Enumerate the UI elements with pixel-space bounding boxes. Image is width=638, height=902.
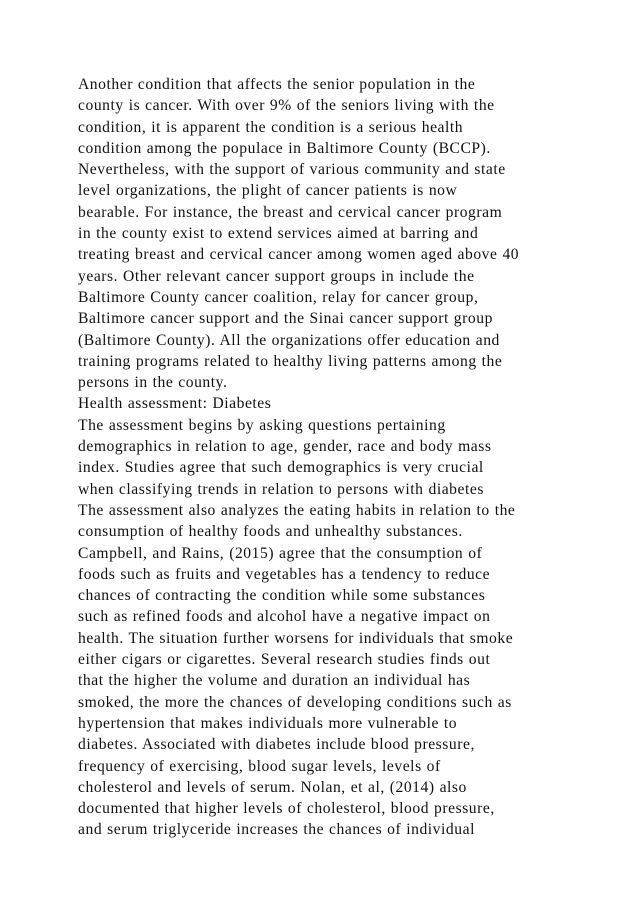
text-line: foods such as fruits and vegetables has a tendency to reduce [78,565,491,583]
text-line: chances of contracting the condition while some substances [78,587,486,605]
section-heading: Health assessment: Diabetes [78,395,272,413]
text-line: demographics in relation to age, gender, race and body mass [78,438,492,456]
text-line: The assessment also analyzes the eating habits in relation to the [78,501,516,519]
text-line: diabetes. Associated with diabetes include blood pressure, [78,736,475,754]
text-line: consumption of healthy foods and unhealthy substances. [78,523,463,541]
text-line: Nevertheless, with the support of various community and state [78,161,506,179]
text-line: condition among the populace in Baltimore County (BCCP). [78,139,491,157]
text-line: health. The situation further worsens for individuals that smoke [78,629,514,647]
text-line: county is cancer. With over 9% of the seniors living with the [78,97,495,115]
text-line: that the higher the volume and duration an individual has [78,672,471,690]
text-line: and serum triglyceride increases the chances of individual [78,821,475,839]
text-line: bearable. For instance, the breast and cervical cancer program [78,203,503,221]
text-line: such as refined foods and alcohol have a negative impact on [78,608,491,626]
text-line: treating breast and cervical cancer among women aged above 40 [78,246,520,264]
text-line: (Baltimore County). All the organizations offer education and [78,331,500,349]
text-line: when classifying trends in relation to persons with diabetes [78,480,484,498]
text-line: Baltimore County cancer coalition, relay for cancer group, [78,288,479,306]
body-text [78,74,598,841]
text-line: documented that higher levels of cholesterol, blood pressure, [78,800,495,818]
text-line: Baltimore cancer support and the Sinai cancer support group [78,310,493,328]
text-line: condition, it is apparent the condition is a serious health [78,118,464,136]
text-line: persons in the county. [78,374,228,392]
text-line: cholesterol and levels of serum. Nolan, et al, (2014) also [78,778,467,796]
text-line: in the county exist to extend services aimed at barring and [78,225,479,243]
text-line: training programs related to healthy living patterns among the [78,352,503,370]
text-line: either cigars or cigarettes. Several research studies finds out [78,651,491,669]
text-line: years. Other relevant cancer support groups in include the [78,267,475,285]
text-line: hypertension that makes individuals more vulnerable to [78,714,458,732]
text-line: frequency of exercising, blood sugar levels, levels of [78,757,441,775]
text-line: The assessment begins by asking questions pertaining [78,416,446,434]
text-line: Another condition that affects the senior population in the [78,76,476,93]
text-line: Campbell, and Rains, (2015) agree that the consumption of [78,544,483,562]
text-line: index. Studies agree that such demographics is very crucial [78,459,484,477]
text-line: smoked, the more the chances of developing conditions such as [78,693,512,711]
text-line: level organizations, the plight of cancer patients is now [78,182,458,200]
